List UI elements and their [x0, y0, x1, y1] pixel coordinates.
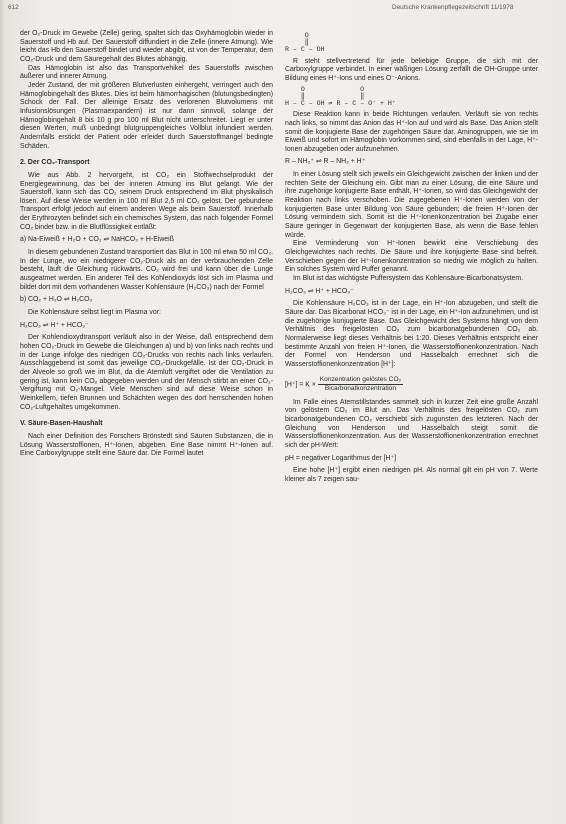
paragraph: Jeder Zustand, der mit größeren Blutverlusten einhergeht, verringert auch den Hämoglobingehalt des Blutes. Dies ist beim hämorrhagischen (blutungsbedingten) Schock der Fall. Der alleinige Ersatz des verlorenen Blutvolumens mit Infusionslösungen (Plasmaexpandern) ist nur dann sinnvoll, solange der Hämoglobingehalt 8 bis 10 g pro 100 ml Blut nicht unterschreitet. Liegt er unter diesen Werten, muß unbedingt blutgruppengleiches Vollblut infundiert werden. Andernfalls erstickt der Patient oder erleidet durch Sauerstoffmangel bedingte Schäden. [20, 81, 273, 150]
paragraph: Die Kohlensäure selbst liegt im Plasma vor: [28, 309, 161, 317]
dissociation-structure: O O ‖ ‖ H – C – OH ⇌ R – C – O⁻ + H⁺ [285, 85, 396, 107]
paragraph: der O₂-Druck im Gewebe (Zelle) gering, spaltet sich das Oxyhämoglobin wieder in Sauerstoff und Hb auf. Der Sauerstoff diffundiert in die Zelle (innere Atmung). Wie leicht das Hb den Sauerstoff bindet und wieder abgibt, ist von der Temperatur, dem CO₂-Druck und dem Säuregehalt des Blutes abhängig. [20, 30, 273, 63]
section-heading: 2. Der CO₂-Transport [20, 159, 90, 167]
paragraph: Die Kohlensäure H₂CO₃ ist in der Lage, ein H⁺-Ion abzugeben, und stellt die Säure dar. Das Bicarbonat HCO₃⁻ ist in der Lage, ein H⁺-Ion aufzunehmen, und ist die zugehörige konjugierte Base. Das Gleichgewicht des Systems hängt von dem Verhältnis des freigelösten CO₂ zum bicarbonatgebundenen CO₂ ab. Normalerweise liegt dieses Verhältnis bei 1:20. Dieses Verhältnis entspricht einer bestimmte Anzahl von freien H⁺-Ionen, die Wasserstoffionenkonzentration. Nach der Formel von Henderson und Hasselbalch errechnet sich die Wasserstoffionenkonzentration [H⁺]: [285, 300, 538, 368]
right-column [285, 30, 538, 484]
paragraph: In diesem gebundenen Zustand transportiert das Blut in 100 ml etwa 50 ml CO₂. In der Lunge, wo ein niedrigerer CO₂-Druck als an der verbrauchenden Zelle besteht, läuft die Gleichung rückwärts. CO₂ wird frei und kann über die Lunge ausgeatmet werden. Ein anderer Teil des Kohlendioxyds löst sich im Plasma und bildet dort mit dem vorhandenen Wasser Kohlensäure (H₂CO₃) nach der Formel [20, 249, 273, 291]
formula-denominator: Bicarbonatkonzentration [324, 384, 397, 392]
equation: pH = negativer Logarithmus der [H⁺] [285, 454, 397, 462]
equation: b) CO₂ + H₂O ⇌ H₂CO₃ [20, 296, 93, 304]
carboxyl-structure: O ‖ R – C – OH [285, 32, 325, 54]
formula-numerator: Konzentration gelöstes CO₂ [319, 375, 402, 383]
left-column [20, 30, 273, 459]
paragraph: Der Kohlendioxydtransport verläuft also in der Weise, daß entsprechend dem hohen CO₂-Druck im Gewebe die Gleichungen a) und b) von links nach rechts und in der Lunge infolge des niedrigen CO₂-Drucks von rechts nach links verlaufen. Ausschlaggebend ist somit das jeweilige CO₂-Druckgefälle. Ist der CO₂-Druck in der Alveole so groß wie im Blut, da die Atemluft vergiftet oder die Ventilation zu gering ist, kann kein CO₂ abgegeben werden und der Mensch stirbt an einer CO₂-Vergiftung mit O₂-Mangel. Viele Menschen sind auf diese Weise schon in Weinkellern, tiefen Brunnen und Schächten wegen des dort herrschenden hohen CO₂-Luftgehaltes umgekommen. [20, 334, 273, 411]
section-heading: V. Säure-Basen-Haushalt [20, 420, 103, 428]
henderson-hasselbalch-formula [285, 376, 538, 393]
equation: R – NH₂⁺ ⇌ R – NH₂ + H⁺ [285, 158, 366, 166]
paragraph: Nach einer Definition des Forschers Brönstedt sind Säuren Substanzen, die in Lösung Wasserstoffionen, H⁺-Ionen, abgeben. Eine Base nimmt H⁺-Ionen auf. Eine Carboxylgruppe stellt eine Säure dar. Die Formel lautet [20, 432, 273, 458]
paragraph: Im Blut ist das wichtigste Puffersystem das Kohlensäure-Bicarbonatsystem. [293, 275, 524, 282]
formula-left: [H⁺] = K × [285, 380, 316, 388]
paragraph: Diese Reaktion kann in beide Richtungen verlaufen. Verläuft sie von rechts nach links, so nimmt das Anion das H⁺-Ion auf und wird als Base. Das Anion stellt somit die konjugierte Base der zugehörigen Säure dar. Aminogruppen, wie sie im Eiweiß und sofort im Hämoglobin vorkommen sind, sind ebenfalls in der Lage, H⁺-Ionen abzugeben oder aufzunehmen. [285, 111, 538, 153]
equation: H₂CO₃ ⇌ H⁺ + HCO₃⁻ [20, 321, 89, 329]
journal-header: Deutsche Krankenpflegezeitschrift 11/1978 [392, 4, 514, 11]
paragraph: Eine hohe [H⁺] ergibt einen niedrigen pH. Als normal gilt ein pH von 7. Werte kleiner als 7 zeigen sau- [285, 467, 538, 483]
paragraph: Wie aus Abb. 2 hervorgeht, ist CO₂ ein Stoffwechselprodukt der Energiegewinnung, das bei der inneren Atmung ins Blut gelangt. Wie der Sauerstoff, kann sich das CO₂ seinem Druck entsprechend im Blut physikalisch lösen. Auf diese Weise werden in 100 ml Blut 2,5 ml CO₂ gelöst. Der gebundene Transport erfolgt jedoch auf einem anderen Wege als beim Sauerstoff. Innerhalb der Erythrozyten befindet sich ein chemisches System, das nach folgender Formel CO₂ bindet bzw. in die Blutflüssigkeit entläßt: [20, 171, 273, 231]
paragraph: In einer Lösung stellt sich jeweils ein Gleichgewicht zwischen der linken und der rechten Seite der Gleichung ein. Gibt man zu einer Lösung, die eine Säure und ihre zugehörige konjugierte Base enthält, H⁺-Ionen, so wird das Gleichgewicht der Reaktion nach links verschoben. Die zugegebenen H⁺-Ionen werden von der konjugierten Base unter Bildung von Säure gebunden; die freien H⁺-Ionen der Lösung vermindern sich. Somit ist die H⁺-Ionenkonzentration bei Zugabe einer Säure geringer in Gegenwart der konjugierten Base, als wenn die Base fehlen würde. [285, 171, 538, 239]
paragraph: Im Falle eines Atemstillstandes sammelt sich in kurzer Zeit eine große Anzahl von gelöstem CO₂ im Blut an. Das Verhältnis des freigelösten CO₂ zum bicarbonatgebundenen CO₂ verschiebt sich zugunsten des letzteren. Nach der Gleichung von Henderson und Hasselbalch steigt somit die Wasserstoffionenkonzentration. Aus der Wasserstoffionenkonzentration errechnet sich der pH-Wert: [285, 398, 538, 449]
equation: H₂CO₃ ⇌ H⁺ + HCO₃⁻ [285, 287, 354, 295]
page-fold-shadow [0, 0, 6, 824]
equation: a) Na-Eiweiß + H₂O + CO₂ ⇌ NaHCO₃ + H-Eiweiß [20, 236, 174, 244]
page-number: 612 [8, 4, 19, 11]
formula-fraction [318, 376, 403, 393]
paragraph: Das Hämoglobin ist also das Transportvehikel des Sauerstoffs zwischen äußerer und innerer Atmung. [20, 64, 273, 81]
paragraph: Eine Verminderung von H⁺-Ionen bewirkt eine Verschiebung des Gleichgewichtes nach rechts. Die Säure und ihre konjugierte Base sind befreit. Verschieben gegen der H⁺-Ionenkonzentration so niedrig wie möglich zu halten. Ein solches System wird Puffer genannt. [285, 240, 538, 274]
paragraph: R steht stellvertretend für jede beliebige Gruppe, die sich mit der Carboxylgruppe verbindet. In einer wäßrigen Lösung zerfällt die OH-Gruppe unter Bildung eines H⁺-Ions und eines O⁻-Anions. [285, 57, 538, 82]
